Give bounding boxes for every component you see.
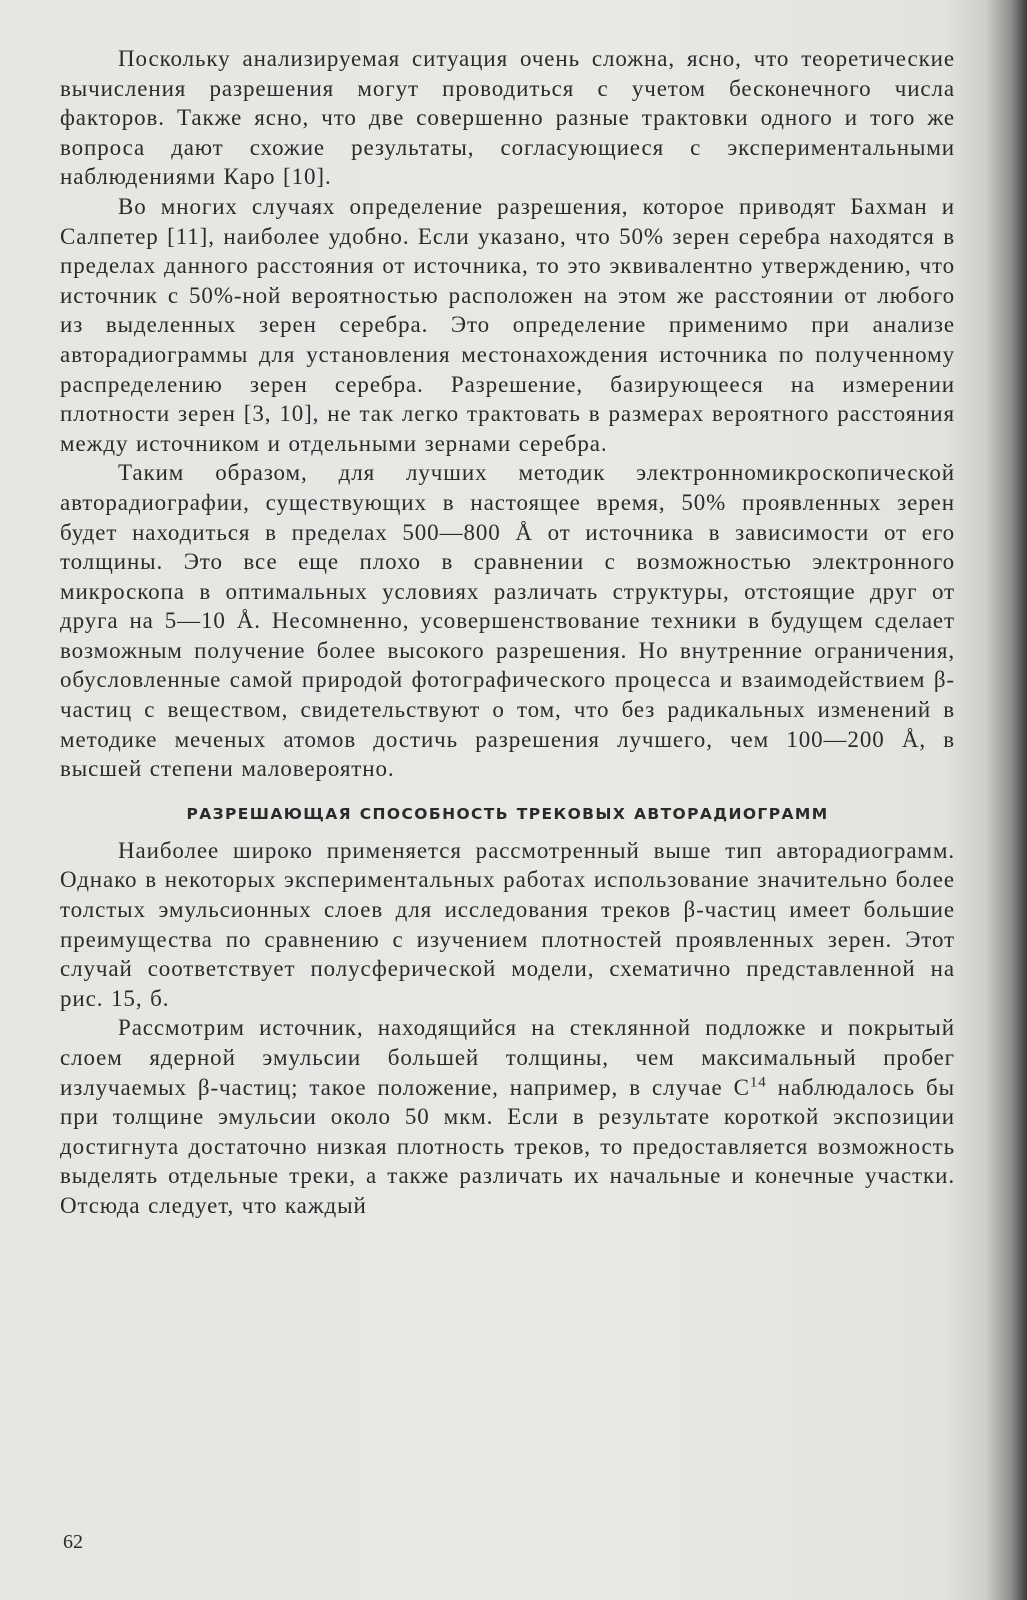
paragraph-5-end: наблюдалось бы при толщине эмульсии около 50 мкм. Если в результате короткой экспозиции достигнута достаточно низкая плотность треков, то предоставляется возможность выделять отдельные треки, а также различать их начальные и конечные участки. Отсюда следует, что каждый	[60, 1074, 955, 1218]
paragraph-3: Таким образом, для лучших методик электронномикроскопической авторадиографии, существующих в настоящее время, 50% проявленных зерен будет находиться в пределах 500—800 Å от источника в зависимости от его толщины. Это все еще плохо в сравнении с возможностью электронного микроскопа в оптимальных условиях различать структуры, отстоящие друг от друга на 5—10 Å. Несомненно, усовершенствование техники в будущем сделает возможным получение более высокого разрешения. Но внутренние ограничения, обусловленные самой природой фотографического процесса и взаимодействием β-частиц с веществом, свидетельствуют о том, что без радикальных изменений в методике меченых атомов достичь разрешения лучшего, чем 100—200 Å, в высшей степени маловероятно.	[60, 460, 955, 782]
body-text	[60, 44, 955, 1221]
paragraph-4: Наиболее широко применяется рассмотренный выше тип авторадиограмм. Однако в некоторых экспериментальных работах использование значительно более толстых эмульсионных слоев для исследования треков β-частиц имеет большие преимущества по сравнению с изучением плотностей проявленных зерен. Этот случай соответствует полусферической модели, схематично представленной на рис. 15, б.	[60, 837, 955, 1011]
section-heading: РАЗРЕШАЮЩАЯ СПОСОБНОСТЬ ТРЕКОВЫХ АВТОРАДИОГРАММ	[186, 804, 829, 823]
paragraph-5	[60, 1013, 955, 1220]
paragraph-5-start: Рассмотрим источник, находящийся на стеклянной подложке и покрытый слоем ядерной эмульсии большей толщины, чем максимальный пробег излучаемых β-частиц; такое положение, например, в случае С	[60, 1015, 955, 1100]
paragraph-1: Поскольку анализируемая ситуация очень сложна, ясно, что теоретические вычисления разрешения могут проводиться с учетом бесконечного числа факторов. Также ясно, что две совершенно разные трактовки одного и того же вопроса дают схожие результаты, согласующиеся с экспериментальными наблюдениями Каро [10].	[60, 46, 955, 190]
paragraph-2: Во многих случаях определение разрешения, которое приводят Бахман и Салпетер [11], наиболее удобно. Если указано, что 50% зерен серебра находятся в пределах данного расстояния от источника, то это эквивалентно утверждению, что источник с 50%-ной вероятностью расположен на этом же расстоянии от любого из выделенных зерен серебра. Это определение применимо при анализе авторадиограммы для установления местонахождения источника по полученному распределению зерен серебра. Разрешение, базирующееся на измерении плотности зерен [3, 10], не так легко трактовать в размерах вероятного расстояния между источником и отдельными зернами серебра.	[60, 193, 955, 456]
page-number: 62	[63, 1531, 83, 1553]
isotope-superscript: 14	[749, 1073, 767, 1090]
